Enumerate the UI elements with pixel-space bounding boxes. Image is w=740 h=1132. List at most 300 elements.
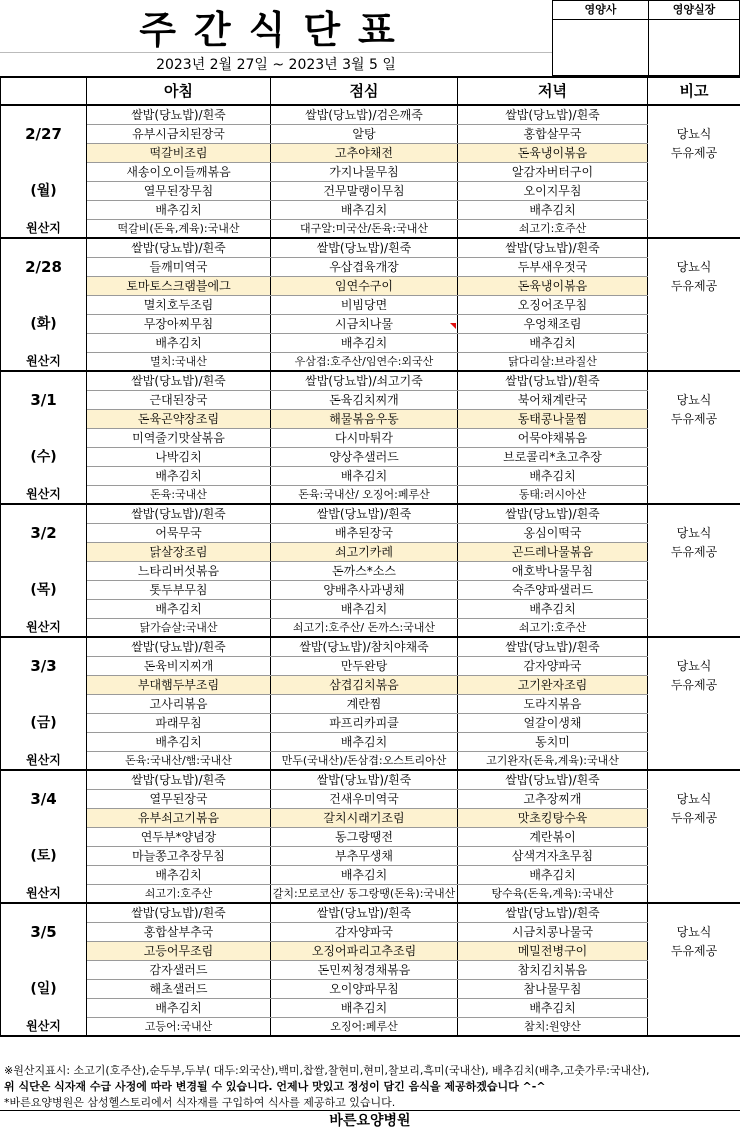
menu-item-lunch: 쌀밥(당뇨밥)/흰죽 [271, 504, 458, 524]
menu-item-lunch: 배추김치 [271, 334, 458, 353]
menu-item-breakfast: 해초샐러드 [87, 980, 271, 999]
note-cell [648, 504, 740, 524]
note-soymilk: 두유제공 [648, 543, 740, 562]
menu-row [1, 296, 740, 315]
menu-row [1, 258, 740, 277]
menu-item-dinner: 시금치콩나물국 [458, 923, 648, 942]
origin-dinner: 쇠고기:호주산 [458, 220, 648, 239]
menu-item-breakfast: 쌀밥(당뇨밥)/흰죽 [87, 770, 271, 790]
sign-label-dietitian: 영양사 [553, 1, 648, 20]
day-date: 2/28 [1, 258, 87, 277]
menu-row [1, 809, 740, 828]
day-cell [1, 676, 87, 695]
footer-supplier-note: *바른요양병원은 삼성헬스토리에서 식자재를 구입하여 식사를 제공하고 있습니다. [4, 1096, 396, 1109]
menu-item-lunch: 배추김치 [271, 866, 458, 885]
menu-item-breakfast: 들깨미역국 [87, 258, 271, 277]
day-cell [1, 296, 87, 315]
menu-item-lunch: 배추김치 [271, 733, 458, 752]
origin-dinner: 동태:러시아산 [458, 486, 648, 505]
day-date: 2/27 [1, 125, 87, 144]
day-cell [1, 961, 87, 980]
menu-item-lunch: 돈까스*소스 [271, 562, 458, 581]
menu-item-dinner: 브로콜리*초고추장 [458, 448, 648, 467]
menu-item-dinner: 얼갈이생채 [458, 714, 648, 733]
menu-item-lunch: 갈치시래기조림 [271, 809, 458, 828]
note-diabetic: 당뇨식 [648, 923, 740, 942]
day-cell [1, 144, 87, 163]
menu-row [1, 448, 740, 467]
menu-item-lunch: 양배추사과냉채 [271, 581, 458, 600]
note-soymilk: 두유제공 [648, 676, 740, 695]
origin-lunch: 우삼겹:호주산/임연수:외국산 [271, 353, 458, 372]
note-soymilk: 두유제공 [648, 277, 740, 296]
note-cell [648, 163, 740, 182]
menu-item-lunch: 배추된장국 [271, 524, 458, 543]
note-cell [648, 847, 740, 866]
menu-row [1, 600, 740, 619]
menu-item-lunch: 삼겹김치볶음 [271, 676, 458, 695]
note-cell [648, 866, 740, 885]
menu-row [1, 163, 740, 182]
menu-item-dinner: 쌀밥(당뇨밥)/흰죽 [458, 637, 648, 657]
menu-row [1, 144, 740, 163]
menu-item-lunch: 계란찜 [271, 695, 458, 714]
note-cell [648, 637, 740, 657]
menu-item-breakfast: 파래무침 [87, 714, 271, 733]
menu-item-dinner: 옹심이떡국 [458, 524, 648, 543]
origin-row [1, 752, 740, 771]
day-cell [1, 334, 87, 353]
menu-item-breakfast: 무장아찌무침 [87, 315, 271, 334]
menu-item-dinner: 알감자버터구이 [458, 163, 648, 182]
origin-breakfast: 돈육:국내산/햄:국내산 [87, 752, 271, 771]
note-soymilk: 두유제공 [648, 942, 740, 961]
menu-item-breakfast: 근대된장국 [87, 391, 271, 410]
day-cell [1, 637, 87, 657]
menu-item-lunch: 배추김치 [271, 467, 458, 486]
menu-row [1, 277, 740, 296]
origin-lunch: 오징어:페루산 [271, 1018, 458, 1037]
day-weekday: (토) [1, 847, 87, 866]
day-cell [1, 238, 87, 258]
menu-row [1, 543, 740, 562]
menu-item-dinner: 애호박나물무침 [458, 562, 648, 581]
origin-note-cell [648, 353, 740, 372]
menu-item-breakfast: 토마토스크램블에그 [87, 277, 271, 296]
note-cell [648, 770, 740, 790]
origin-breakfast: 닭가슴살:국내산 [87, 619, 271, 638]
menu-item-breakfast: 쌀밥(당뇨밥)/흰죽 [87, 238, 271, 258]
menu-row [1, 429, 740, 448]
menu-item-lunch: 쌀밥(당뇨밥)/흰죽 [271, 238, 458, 258]
day-cell [1, 429, 87, 448]
menu-item-lunch: 우삽겹육개장 [271, 258, 458, 277]
day-weekday: (화) [1, 315, 87, 334]
menu-item-dinner: 곤드레나물볶음 [458, 543, 648, 562]
origin-lunch: 갈치:모로코산/ 동그랑땡(돈육):국내산 [271, 885, 458, 904]
menu-item-dinner: 참치김치볶음 [458, 961, 648, 980]
menu-item-breakfast: 배추김치 [87, 733, 271, 752]
origin-breakfast: 떡갈비(돈육,계육):국내산 [87, 220, 271, 239]
menu-item-lunch: 알탕 [271, 125, 458, 144]
note-cell [648, 903, 740, 923]
origin-lunch: 돈육:국내산/ 오징어:페루산 [271, 486, 458, 505]
day-cell [1, 770, 87, 790]
origin-label: 원산지 [1, 885, 87, 904]
note-cell [648, 562, 740, 581]
origin-note-cell [648, 885, 740, 904]
day-cell [1, 600, 87, 619]
header-remarks: 비고 [648, 77, 740, 105]
menu-item-lunch: 해물볶음우동 [271, 410, 458, 429]
menu-item-lunch: 임연수구이 [271, 277, 458, 296]
menu-item-breakfast: 미역줄기맛살볶음 [87, 429, 271, 448]
day-cell [1, 562, 87, 581]
menu-item-dinner: 홍합살무국 [458, 125, 648, 144]
menu-item-breakfast: 쌀밥(당뇨밥)/흰죽 [87, 504, 271, 524]
note-cell [648, 105, 740, 125]
origin-row [1, 1018, 740, 1037]
menu-item-dinner: 고기완자조림 [458, 676, 648, 695]
menu-row [1, 733, 740, 752]
day-weekday: (일) [1, 980, 87, 999]
note-cell [648, 828, 740, 847]
note-cell [648, 296, 740, 315]
day-cell [1, 866, 87, 885]
menu-item-dinner: 배추김치 [458, 866, 648, 885]
menu-item-breakfast: 부대햄두부조림 [87, 676, 271, 695]
origin-row [1, 353, 740, 372]
origin-dinner: 쇠고기:호주산 [458, 619, 648, 638]
menu-item-lunch: 쌀밥(당뇨밥)/쇠고기죽 [271, 371, 458, 391]
origin-row [1, 486, 740, 505]
menu-item-dinner: 동태콩나물찜 [458, 410, 648, 429]
menu-row [1, 714, 740, 733]
origin-note-cell [648, 1018, 740, 1037]
origin-breakfast: 돈육:국내산 [87, 486, 271, 505]
menu-item-dinner: 오이지무침 [458, 182, 648, 201]
note-cell [648, 714, 740, 733]
menu-row [1, 581, 740, 600]
menu-item-breakfast: 고등어무조림 [87, 942, 271, 961]
menu-item-lunch: 건새우미역국 [271, 790, 458, 809]
day-cell [1, 163, 87, 182]
menu-item-breakfast: 유부쇠고기볶음 [87, 809, 271, 828]
menu-item-lunch: 오징어파리고추조림 [271, 942, 458, 961]
origin-label: 원산지 [1, 486, 87, 505]
origin-row [1, 885, 740, 904]
menu-row [1, 866, 740, 885]
menu-item-dinner: 메밀전병구이 [458, 942, 648, 961]
menu-item-breakfast: 나박김치 [87, 448, 271, 467]
menu-item-dinner: 쌀밥(당뇨밥)/흰죽 [458, 504, 648, 524]
menu-item-lunch: 동그랑땡전 [271, 828, 458, 847]
origin-lunch: 대구알:미국산/돈육:국내산 [271, 220, 458, 239]
note-cell [648, 315, 740, 334]
origin-label: 원산지 [1, 1018, 87, 1037]
menu-item-lunch: 돈민찌청경채볶음 [271, 961, 458, 980]
note-cell [648, 429, 740, 448]
menu-item-lunch: 쌀밥(당뇨밥)/검은깨죽 [271, 105, 458, 125]
menu-item-dinner: 우엉채조림 [458, 315, 648, 334]
menu-row [1, 790, 740, 809]
day-cell [1, 999, 87, 1018]
day-weekday: (수) [1, 448, 87, 467]
menu-item-lunch: 오이양파무침 [271, 980, 458, 999]
day-cell [1, 695, 87, 714]
origin-breakfast: 쇠고기:호주산 [87, 885, 271, 904]
note-cell [648, 448, 740, 467]
menu-item-lunch: 배추김치 [271, 600, 458, 619]
origin-dinner: 참치:원양산 [458, 1018, 648, 1037]
menu-item-lunch: 가지나물무침 [271, 163, 458, 182]
menu-row [1, 201, 740, 220]
menu-item-dinner: 어묵야채볶음 [458, 429, 648, 448]
menu-row [1, 562, 740, 581]
menu-item-dinner: 숙주양파샐러드 [458, 581, 648, 600]
menu-item-dinner: 동치미 [458, 733, 648, 752]
menu-row [1, 334, 740, 353]
origin-row [1, 220, 740, 239]
day-weekday: (금) [1, 714, 87, 733]
menu-item-lunch: 쇠고기카레 [271, 543, 458, 562]
note-cell [648, 733, 740, 752]
menu-item-lunch: 쌀밥(당뇨밥)/참치야채죽 [271, 637, 458, 657]
menu-item-breakfast: 돈육곤약장조림 [87, 410, 271, 429]
menu-item-breakfast: 배추김치 [87, 201, 271, 220]
menu-item-breakfast: 어묵무국 [87, 524, 271, 543]
note-cell [648, 467, 740, 486]
menu-row [1, 238, 740, 258]
origin-note-cell [648, 752, 740, 771]
menu-item-dinner: 배추김치 [458, 600, 648, 619]
menu-item-breakfast: 쌀밥(당뇨밥)/흰죽 [87, 637, 271, 657]
menu-row [1, 676, 740, 695]
menu-item-dinner: 돈육냉이볶음 [458, 144, 648, 163]
menu-item-dinner: 배추김치 [458, 334, 648, 353]
day-date: 3/5 [1, 923, 87, 942]
day-cell [1, 371, 87, 391]
day-date: 3/4 [1, 790, 87, 809]
menu-item-breakfast: 배추김치 [87, 866, 271, 885]
note-soymilk: 두유제공 [648, 410, 740, 429]
origin-label: 원산지 [1, 619, 87, 638]
day-cell [1, 733, 87, 752]
menu-item-breakfast: 유부시금치된장국 [87, 125, 271, 144]
origin-row [1, 619, 740, 638]
day-cell [1, 467, 87, 486]
menu-item-dinner: 맛초킹탕수육 [458, 809, 648, 828]
menu-item-dinner: 돈육냉이볶음 [458, 277, 648, 296]
menu-item-lunch: 파프리카피클 [271, 714, 458, 733]
menu-item-breakfast: 톳두부무침 [87, 581, 271, 600]
menu-row [1, 657, 740, 676]
menu-item-breakfast: 열무된장국 [87, 790, 271, 809]
header-blank [1, 77, 87, 105]
menu-item-dinner: 배추김치 [458, 467, 648, 486]
menu-item-lunch: 배추김치 [271, 999, 458, 1018]
menu-item-breakfast: 새송이오이들깨볶음 [87, 163, 271, 182]
table-header-row [1, 77, 740, 105]
sign-box-dietitian [552, 0, 648, 76]
menu-row [1, 828, 740, 847]
day-weekday: (목) [1, 581, 87, 600]
header-dinner: 저녁 [458, 77, 648, 105]
origin-dinner: 닭다리살:브라질산 [458, 353, 648, 372]
menu-row [1, 125, 740, 144]
day-weekday: (월) [1, 182, 87, 201]
note-soymilk: 두유제공 [648, 144, 740, 163]
origin-label: 원산지 [1, 752, 87, 771]
menu-item-lunch: 시금치나물 [271, 315, 458, 334]
menu-item-dinner: 북어채계란국 [458, 391, 648, 410]
day-cell [1, 201, 87, 220]
note-cell [648, 600, 740, 619]
menu-item-breakfast: 배추김치 [87, 600, 271, 619]
menu-item-breakfast: 쌀밥(당뇨밥)/흰죽 [87, 903, 271, 923]
origin-note-cell [648, 486, 740, 505]
menu-item-breakfast: 감자샐러드 [87, 961, 271, 980]
note-diabetic: 당뇨식 [648, 258, 740, 277]
day-cell [1, 809, 87, 828]
menu-row [1, 942, 740, 961]
header-lunch: 점심 [271, 77, 458, 105]
note-cell [648, 334, 740, 353]
menu-item-dinner: 쌀밥(당뇨밥)/흰죽 [458, 105, 648, 125]
menu-item-lunch: 배추김치 [271, 201, 458, 220]
menu-item-lunch: 고추야채전 [271, 144, 458, 163]
menu-row [1, 695, 740, 714]
menu-item-lunch: 부추무생채 [271, 847, 458, 866]
menu-item-breakfast: 열무된장무침 [87, 182, 271, 201]
origin-breakfast: 고등어:국내산 [87, 1018, 271, 1037]
note-diabetic: 당뇨식 [648, 657, 740, 676]
origin-lunch: 만두(국내산)/돈삼겹:오스트리아산 [271, 752, 458, 771]
note-cell [648, 961, 740, 980]
origin-note-cell [648, 619, 740, 638]
menu-item-dinner: 쌀밥(당뇨밥)/흰죽 [458, 238, 648, 258]
menu-item-breakfast: 돈육비지찌개 [87, 657, 271, 676]
header-breakfast: 아침 [87, 77, 271, 105]
origin-label: 원산지 [1, 220, 87, 239]
menu-item-breakfast: 쌀밥(당뇨밥)/흰죽 [87, 371, 271, 391]
day-date: 3/2 [1, 524, 87, 543]
menu-item-lunch: 양상추샐러드 [271, 448, 458, 467]
sign-box-manager [648, 0, 740, 76]
note-cell [648, 238, 740, 258]
note-cell [648, 695, 740, 714]
origin-dinner: 고기완자(돈육,계육):국내산 [458, 752, 648, 771]
menu-item-lunch: 쌀밥(당뇨밥)/흰죽 [271, 770, 458, 790]
menu-item-breakfast: 마늘쫑고추장무침 [87, 847, 271, 866]
day-cell [1, 903, 87, 923]
menu-item-breakfast: 연두부*양념장 [87, 828, 271, 847]
day-cell [1, 828, 87, 847]
menu-row [1, 524, 740, 543]
day-date: 3/3 [1, 657, 87, 676]
weekly-menu-table [0, 76, 740, 1037]
note-cell [648, 999, 740, 1018]
note-diabetic: 당뇨식 [648, 125, 740, 144]
menu-item-dinner: 삼색겨자초무침 [458, 847, 648, 866]
origin-breakfast: 멸치:국내산 [87, 353, 271, 372]
menu-item-lunch: 다시마튀각 [271, 429, 458, 448]
menu-row [1, 903, 740, 923]
menu-item-breakfast: 고사리볶음 [87, 695, 271, 714]
menu-row [1, 999, 740, 1018]
menu-item-lunch: 쌀밥(당뇨밥)/흰죽 [271, 903, 458, 923]
menu-item-lunch: 감자양파국 [271, 923, 458, 942]
menu-item-dinner: 쌀밥(당뇨밥)/흰죽 [458, 371, 648, 391]
note-diabetic: 당뇨식 [648, 524, 740, 543]
sign-label-manager: 영양실장 [649, 1, 739, 20]
menu-item-lunch: 건무말랭이무침 [271, 182, 458, 201]
note-diabetic: 당뇨식 [648, 391, 740, 410]
menu-item-dinner: 계란볶이 [458, 828, 648, 847]
day-cell [1, 942, 87, 961]
day-date: 3/1 [1, 391, 87, 410]
menu-item-breakfast: 멸치호두조림 [87, 296, 271, 315]
menu-item-breakfast: 배추김치 [87, 999, 271, 1018]
day-cell [1, 105, 87, 125]
day-cell [1, 504, 87, 524]
menu-item-lunch: 만두완탕 [271, 657, 458, 676]
note-cell [648, 581, 740, 600]
menu-item-dinner: 감자양파국 [458, 657, 648, 676]
origin-dinner: 탕수육(돈육,계육):국내산 [458, 885, 648, 904]
origin-label: 원산지 [1, 353, 87, 372]
menu-row [1, 105, 740, 125]
menu-item-breakfast: 쌀밥(당뇨밥)/흰죽 [87, 105, 271, 125]
menu-row [1, 371, 740, 391]
menu-row [1, 961, 740, 980]
page-title: 주간식단표 [139, 7, 413, 52]
footer-origin-note: ※원산지표시: 소고기(호주산),순두부,두부( 대두:외국산),백미,찹쌀,찰현미,현미,찰보리,흑미(국내산), 배추김치(배추,고춧가루:국내산), [4, 1064, 650, 1077]
origin-note-cell [648, 220, 740, 239]
menu-row [1, 504, 740, 524]
menu-item-dinner: 쌀밥(당뇨밥)/흰죽 [458, 770, 648, 790]
menu-item-breakfast: 배추김치 [87, 334, 271, 353]
day-cell [1, 543, 87, 562]
date-range: 2023년 2월 27일 ~ 2023년 3월 5 일 [0, 52, 552, 74]
menu-row [1, 315, 740, 334]
menu-item-dinner: 참나물무침 [458, 980, 648, 999]
comment-marker-icon [450, 323, 456, 329]
origin-lunch: 쇠고기:호주산/ 돈까스:국내산 [271, 619, 458, 638]
menu-item-dinner: 고추장찌개 [458, 790, 648, 809]
menu-row [1, 391, 740, 410]
menu-item-dinner: 도라지볶음 [458, 695, 648, 714]
hospital-name: 바른요양병원 [0, 1110, 740, 1132]
menu-row [1, 847, 740, 866]
menu-item-breakfast: 홍합살부추국 [87, 923, 271, 942]
day-cell [1, 410, 87, 429]
note-diabetic: 당뇨식 [648, 790, 740, 809]
note-soymilk: 두유제공 [648, 809, 740, 828]
day-cell [1, 277, 87, 296]
menu-item-dinner: 쌀밥(당뇨밥)/흰죽 [458, 903, 648, 923]
menu-item-breakfast: 닭살장조림 [87, 543, 271, 562]
menu-item-breakfast: 느타리버섯볶음 [87, 562, 271, 581]
menu-item-lunch: 비빔당면 [271, 296, 458, 315]
menu-item-dinner: 두부새우젓국 [458, 258, 648, 277]
menu-row [1, 770, 740, 790]
note-cell [648, 201, 740, 220]
menu-row [1, 637, 740, 657]
menu-item-dinner: 오징어조무침 [458, 296, 648, 315]
note-cell [648, 371, 740, 391]
menu-row [1, 410, 740, 429]
